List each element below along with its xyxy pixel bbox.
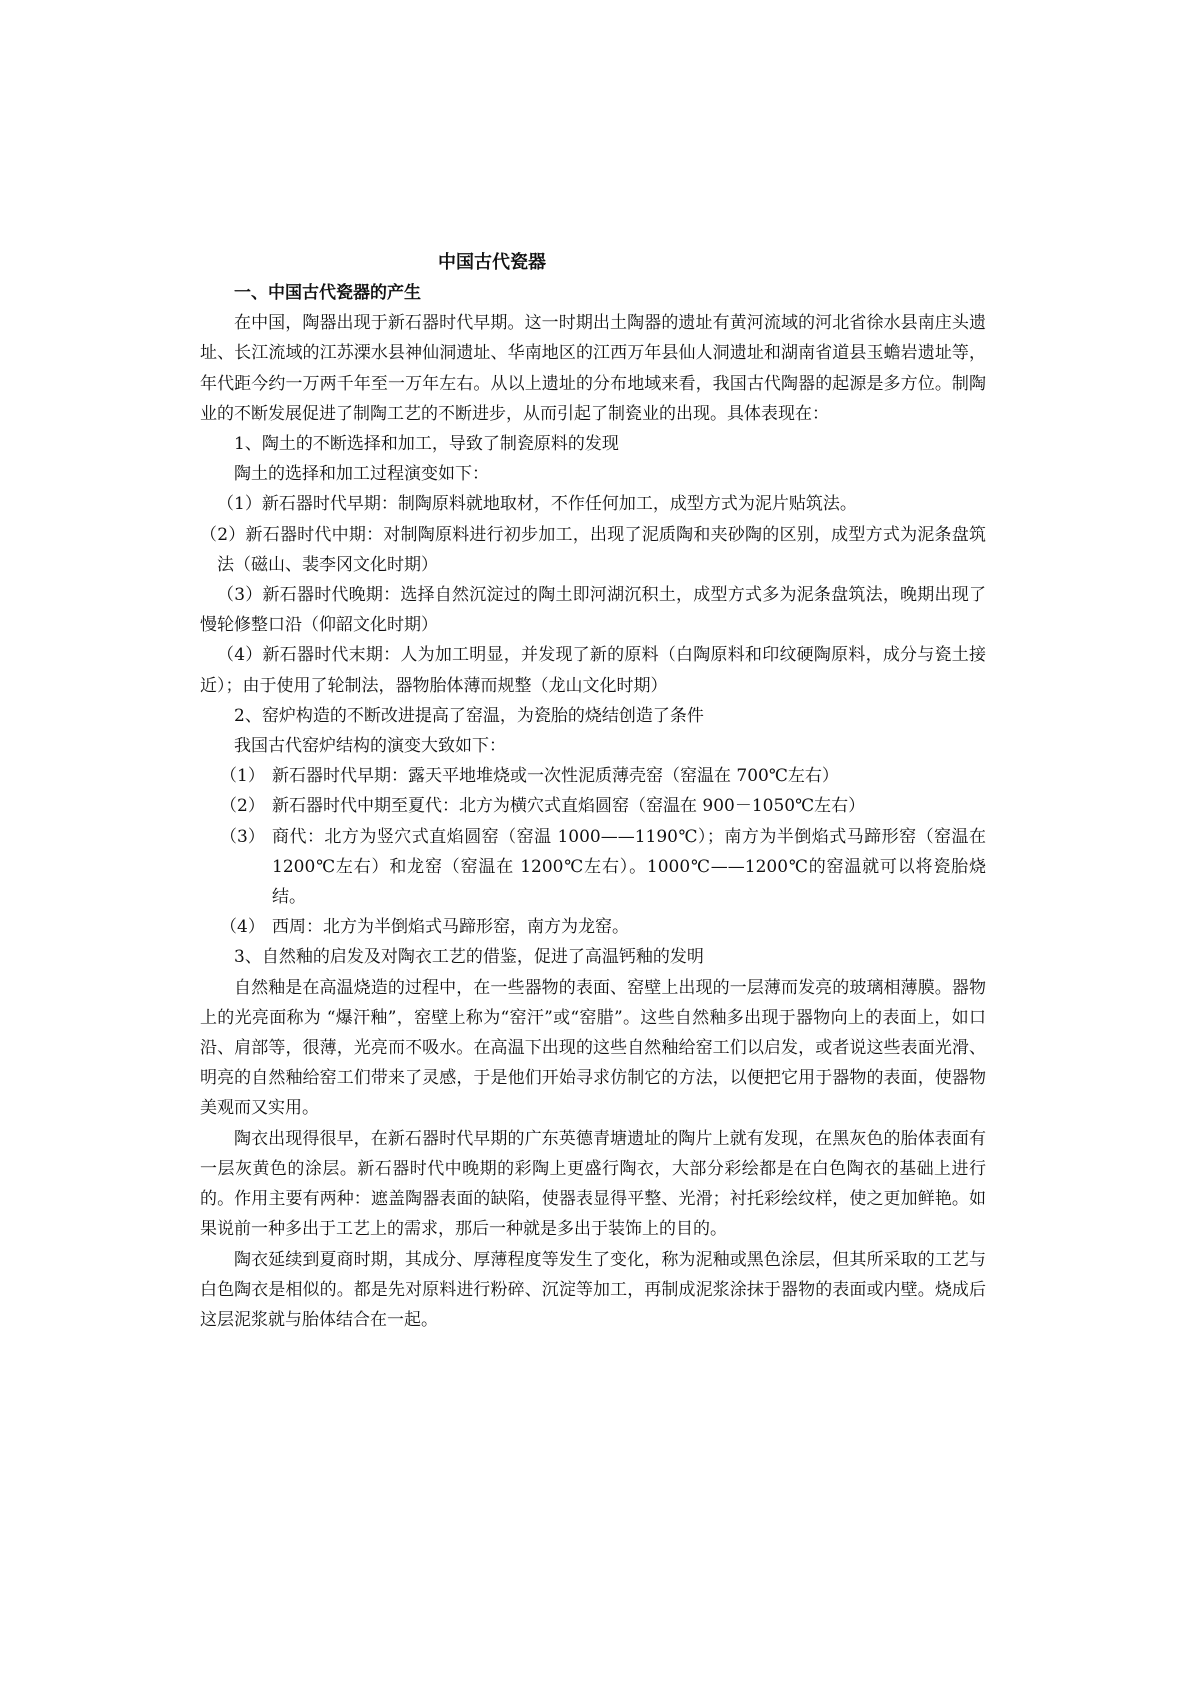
paragraph: 陶衣延续到夏商时期，其成分、厚薄程度等发生了变化，称为泥釉或黑色涂层，但其所采取的工艺与白色陶衣是相似的。都是先对原料进行粉碎、沉淀等加工，再制成泥浆涂抹于器物的表面或内壁。烧成后这层泥浆就与胎体结合在一起。 <box>200 1249 986 1330</box>
item-number: （3） <box>220 826 265 847</box>
item-number: （2） <box>220 796 265 817</box>
point-heading: 2、窑炉构造的不断改进提高了窑温，为瓷胎的烧结创造了条件 <box>234 705 704 726</box>
clay-item: （4）新石器时代末期：人为加工明显，并发现了新的原料（白陶原料和印纹硬陶原料，成分与瓷土接近）；由于使用了轮制法，器物胎体薄而规整（龙山文化时期） <box>200 645 986 696</box>
item-text: 新石器时代中期至夏代：北方为横穴式直焰圆窑（窑温在 900－1050℃左右） <box>272 796 866 817</box>
paragraph: 陶衣出现得很早，在新石器时代早期的广东英德青塘遗址的陶片上就有发现，在黑灰色的胎体表面有一层灰黄色的涂层。新石器时代中晚期的彩陶上更盛行陶衣，大部分彩绘都是在白色陶衣的基础上进行的。作用主要有两种：遮盖陶器表面的缺陷，使器表显得平整、光滑；衬托彩绘纹样，使之更加鲜艳。如果说前一种多出于工艺上的需求，那后一种就是多出于装饰上的目的。 <box>200 1128 986 1240</box>
kiln-item <box>200 791 986 821</box>
paragraph: 我国古代窑炉结构的演变大致如下： <box>234 736 506 757</box>
kiln-item <box>200 912 986 942</box>
item-number: （1） <box>220 766 265 787</box>
clay-item: （2）新石器时代中期：对制陶原料进行初步加工，出现了泥质陶和夹砂陶的区别，成型方式为泥条盘筑法（磁山、裴李冈文化时期） <box>200 524 986 575</box>
point-heading: 3、自然釉的启发及对陶衣工艺的借鉴，促进了高温钙釉的发明 <box>234 947 704 968</box>
item-text: 西周：北方为半倒焰式马蹄形窑，南方为龙窑。 <box>272 917 629 938</box>
paragraph: 在中国，陶器出现于新石器时代早期。这一时期出土陶器的遗址有黄河流域的河北省徐水县南庄头遗址、长江流域的江苏溧水县神仙洞遗址、华南地区的江西万年县仙人洞遗址和湖南省道县玉蟾岩遗址等，年代距今约一万两千年至一万年左右。从以上遗址的分布地域来看，我国古代陶器的起源是多方位。制陶业的不断发展促进了制陶工艺的不断进步，从而引起了制瓷业的出现。具体表现在： <box>200 313 986 424</box>
kiln-item <box>200 822 986 913</box>
paragraph: 陶土的选择和加工过程演变如下： <box>234 464 489 485</box>
clay-item: （3）新石器时代晚期：选择自然沉淀过的陶土即河湖沉积土，成型方式多为泥条盘筑法，晚期出现了慢轮修整口沿（仰韶文化时期） <box>200 585 986 636</box>
kiln-item <box>200 761 986 791</box>
clay-item: （1）新石器时代早期：制陶原料就地取材，不作任何加工，成型方式为泥片贴筑法。 <box>217 494 857 515</box>
document-page <box>200 248 986 1335</box>
section-heading: 一、中国古代瓷器的产生 <box>234 283 421 303</box>
item-text: 新石器时代早期：露天平地堆烧或一次性泥质薄壳窑（窑温在 700℃左右） <box>272 766 839 787</box>
item-number: （4） <box>220 917 265 938</box>
item-text: 商代：北方为竖穴式直焰圆窑（窑温 1000——1190℃）；南方为半倒焰式马蹄形窑（窑温在 1200℃左右）和龙窑（窑温在 1200℃左右）。1000℃——1200℃的窑温就可以将瓷胎烧结。 <box>272 826 986 908</box>
document-title: 中国古代瓷器 <box>438 252 546 273</box>
paragraph: 自然釉是在高温烧造的过程中，在一些器物的表面、窑壁上出现的一层薄而发亮的玻璃相薄膜。器物上的光亮面称为 “爆汗釉”，窑壁上称为“窑汗”或“窑腊”。这些自然釉多出现于器物向上的表面上，如口沿、肩部等，很薄，光亮而不吸水。在高温下出现的这些自然釉给窑工们以启发，或者说这些表面光滑、明亮的自然釉给窑工们带来了灵感，于是他们开始寻求仿制它的方法，以便把它用于器物的表面，使器物美观而又实用。 <box>200 977 986 1119</box>
point-heading: 1、陶土的不断选择和加工，导致了制瓷原料的发现 <box>234 434 619 455</box>
